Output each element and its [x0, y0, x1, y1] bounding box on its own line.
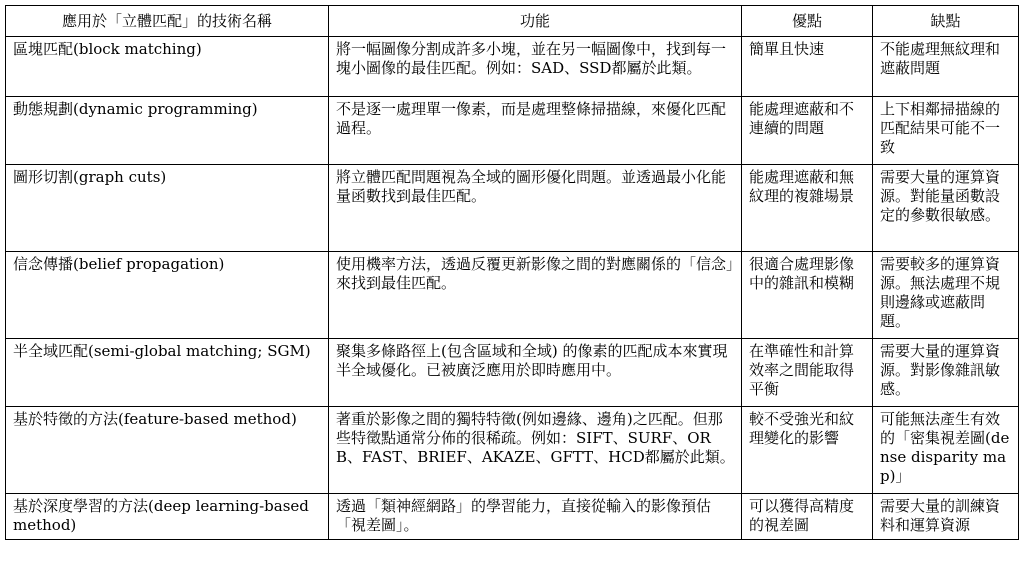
table-row — [6, 165, 1019, 252]
pros-cell: 簡單且快速 — [742, 37, 873, 97]
table-row — [6, 407, 1019, 494]
cons-cell: 需要大量的運算資源。對影像雜訊敏感。 — [873, 339, 1019, 407]
table-row — [6, 339, 1019, 407]
table-row — [6, 494, 1019, 540]
cons-cell: 需要大量的運算資源。對能量函數設定的參數很敏感。 — [873, 165, 1019, 252]
technique-name-cell: 基於特徵的方法(feature-based method) — [6, 407, 329, 494]
technique-name-cell: 動態規劃(dynamic programming) — [6, 97, 329, 165]
header-row — [6, 6, 1019, 37]
function-cell: 使用機率方法，透過反覆更新影像之間的對應關係的「信念」來找到最佳匹配。 — [329, 252, 742, 339]
function-cell: 不是逐一處理單一像素，而是處理整條掃描線，來優化匹配過程。 — [329, 97, 742, 165]
pros-cell: 可以獲得高精度的視差圖 — [742, 494, 873, 540]
function-cell: 著重於影像之間的獨特特徵(例如邊緣、邊角)之匹配。但那些特徵點通常分佈的很稀疏。例如：SIFT、SURF、ORB、FAST、BRIEF、AKAZE、GFTT、HCD都屬於此類。 — [329, 407, 742, 494]
header-pros: 優點 — [742, 6, 873, 37]
function-cell: 透過「類神經網路」的學習能力，直接從輸入的影像預估「視差圖」。 — [329, 494, 742, 540]
cons-cell: 不能處理無紋理和遮蔽問題 — [873, 37, 1019, 97]
technique-name-cell: 基於深度學習的方法(deep learning-based method) — [6, 494, 329, 540]
cons-cell: 可能無法產生有效的「密集視差圖(dense disparity map)」 — [873, 407, 1019, 494]
header-technique-name: 應用於「立體匹配」的技術名稱 — [6, 6, 329, 37]
technique-name-cell: 圖形切割(graph cuts) — [6, 165, 329, 252]
technique-name-cell: 區塊匹配(block matching) — [6, 37, 329, 97]
header-cons: 缺點 — [873, 6, 1019, 37]
cons-cell: 上下相鄰掃描線的匹配結果可能不一致 — [873, 97, 1019, 165]
cons-cell: 需要大量的訓練資料和運算資源 — [873, 494, 1019, 540]
pros-cell: 很適合處理影像中的雜訊和模糊 — [742, 252, 873, 339]
function-cell: 將立體匹配問題視為全域的圖形優化問題。並透過最小化能量函數找到最佳匹配。 — [329, 165, 742, 252]
pros-cell: 能處理遮蔽和無紋理的複雜場景 — [742, 165, 873, 252]
cons-cell: 需要較多的運算資源。無法處理不規則邊緣或遮蔽問題。 — [873, 252, 1019, 339]
function-cell: 聚集多條路徑上(包含區域和全域) 的像素的匹配成本來實現半全域優化。已被廣泛應用於即時應用中。 — [329, 339, 742, 407]
table-row — [6, 97, 1019, 165]
header-function: 功能 — [329, 6, 742, 37]
technique-name-cell: 信念傳播(belief propagation) — [6, 252, 329, 339]
stereo-matching-comparison-table — [5, 5, 1019, 540]
table-row — [6, 37, 1019, 97]
table-row — [6, 252, 1019, 339]
function-cell: 將一幅圖像分割成許多小塊，並在另一幅圖像中，找到每一塊小圖像的最佳匹配。例如：SAD、SSD都屬於此類。 — [329, 37, 742, 97]
pros-cell: 較不受強光和紋理變化的影響 — [742, 407, 873, 494]
technique-name-cell: 半全域匹配(semi-global matching; SGM) — [6, 339, 329, 407]
pros-cell: 在準確性和計算效率之間能取得平衡 — [742, 339, 873, 407]
pros-cell: 能處理遮蔽和不連續的問題 — [742, 97, 873, 165]
